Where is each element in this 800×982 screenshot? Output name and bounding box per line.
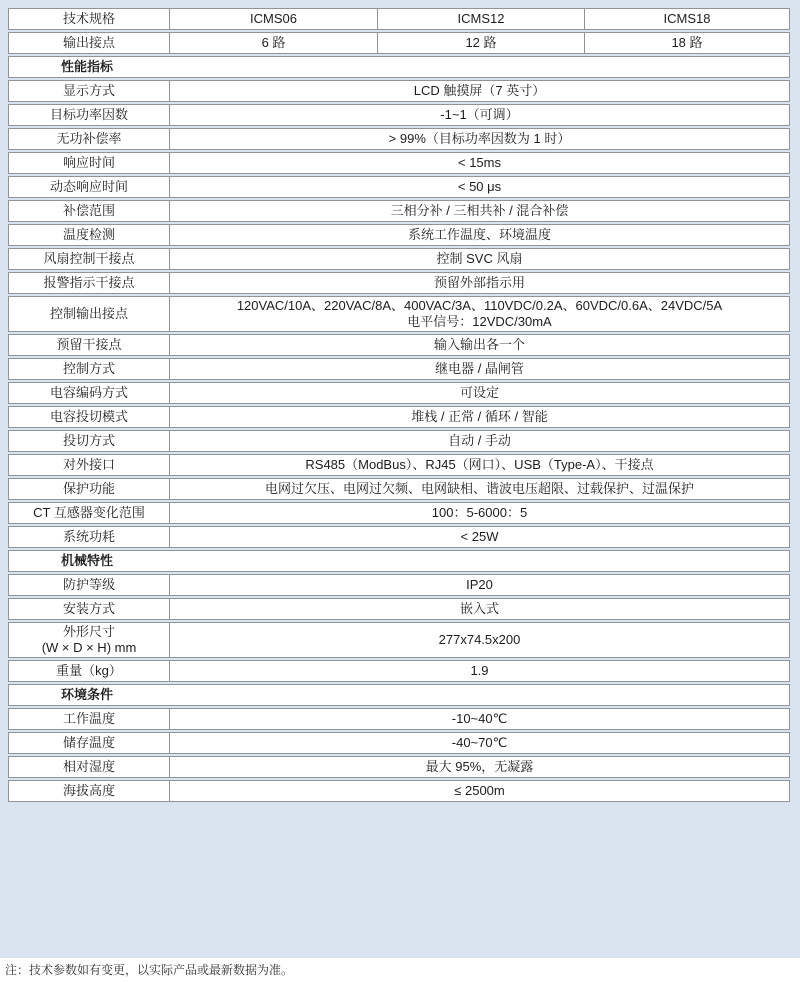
row-label: CT 互感器变化范围: [8, 502, 170, 524]
spec-row: [8, 104, 790, 126]
spec-row: [8, 382, 790, 404]
section-title: 机械特性: [8, 550, 790, 572]
spec-row: [8, 526, 790, 548]
row-label: 动态响应时间: [8, 176, 170, 198]
spec-value: 控制 SVC 风扇: [170, 248, 790, 270]
row-label: 控制方式: [8, 358, 170, 380]
footnote-strip: [0, 958, 800, 982]
spec-row: [8, 756, 790, 778]
model-value: ICMS06: [170, 8, 378, 30]
section-title: 性能指标: [8, 56, 790, 78]
footnote-text: 注：技术参数如有变更，以实际产品或最新数据为准。: [5, 963, 294, 977]
row-label: 投切方式: [8, 430, 170, 452]
spec-value: < 25W: [170, 526, 790, 548]
row-label: 控制输出接点: [8, 296, 170, 332]
spec-row: [8, 732, 790, 754]
row-label: 无功补偿率: [8, 128, 170, 150]
row-label: 技术规格: [8, 8, 170, 30]
spec-table: [8, 6, 790, 804]
spec-row: [8, 478, 790, 500]
spec-row: [8, 574, 790, 596]
spec-row: [8, 406, 790, 428]
section-row: [8, 684, 790, 706]
spec-row: [8, 152, 790, 174]
row-label: 风扇控制干接点: [8, 248, 170, 270]
row-label: 相对湿度: [8, 756, 170, 778]
spec-table-body: [8, 8, 790, 802]
section-row: [8, 550, 790, 572]
model-value: ICMS18: [585, 8, 790, 30]
row-label: 电容投切模式: [8, 406, 170, 428]
spec-value: -1~1（可调）: [170, 104, 790, 126]
spec-value: -10~40℃: [170, 708, 790, 730]
row-label: 补偿范围: [8, 200, 170, 222]
spec-value: 系统工作温度、环境温度: [170, 224, 790, 246]
spec-row: [8, 358, 790, 380]
spec-value: LCD 触摸屏（7 英寸）: [170, 80, 790, 102]
row-label: 对外接口: [8, 454, 170, 476]
spec-row: [8, 296, 790, 332]
row-label: 系统功耗: [8, 526, 170, 548]
spec-row: [8, 660, 790, 682]
row-label: 显示方式: [8, 80, 170, 102]
spec-row: [8, 430, 790, 452]
model-value: 6 路: [170, 32, 378, 54]
row-label: 目标功率因数: [8, 104, 170, 126]
spec-value: 预留外部指示用: [170, 272, 790, 294]
row-label: 储存温度: [8, 732, 170, 754]
row-label: 输出接点: [8, 32, 170, 54]
row-label: 工作温度: [8, 708, 170, 730]
row-label: 安装方式: [8, 598, 170, 620]
row-label: 重量（kg）: [8, 660, 170, 682]
spec-row: [8, 32, 790, 54]
row-label: 温度检测: [8, 224, 170, 246]
spec-row: [8, 598, 790, 620]
spec-value: 堆栈 / 正常 / 循环 / 智能: [170, 406, 790, 428]
spec-row: [8, 224, 790, 246]
spec-value: 继电器 / 晶闸管: [170, 358, 790, 380]
spec-value: 嵌入式: [170, 598, 790, 620]
model-value: 12 路: [378, 32, 585, 54]
spec-value: < 15ms: [170, 152, 790, 174]
model-value: ICMS12: [378, 8, 585, 30]
spec-row: [8, 502, 790, 524]
row-label: 响应时间: [8, 152, 170, 174]
spec-value: > 99%（目标功率因数为 1 时）: [170, 128, 790, 150]
spec-value: IP20: [170, 574, 790, 596]
spec-row: [8, 128, 790, 150]
row-label: 报警指示干接点: [8, 272, 170, 294]
spec-row: [8, 272, 790, 294]
spec-value: 120VAC/10A、220VAC/8A、400VAC/3A、110VDC/0.2A、60VDC/0.6A、24VDC/5A 电平信号：12VDC/30mA: [170, 296, 790, 332]
spec-value: 100：5-6000：5: [170, 502, 790, 524]
spec-row: [8, 8, 790, 30]
spec-row: [8, 780, 790, 802]
spec-value: 自动 / 手动: [170, 430, 790, 452]
spec-value: RS485（ModBus）、RJ45（网口）、USB（Type-A）、干接点: [170, 454, 790, 476]
spec-value: 输入输出各一个: [170, 334, 790, 356]
spec-value: 可设定: [170, 382, 790, 404]
row-label: 外形尺寸 (W × D × H) mm: [8, 622, 170, 658]
spec-value: ≤ 2500m: [170, 780, 790, 802]
spec-value: 1.9: [170, 660, 790, 682]
spec-row: [8, 80, 790, 102]
spec-value: 277x74.5x200: [170, 622, 790, 658]
spec-value: 最大 95%，无凝露: [170, 756, 790, 778]
spec-row: [8, 708, 790, 730]
spec-value: 电网过欠压、电网过欠频、电网缺相、谐波电压超限、过载保护、过温保护: [170, 478, 790, 500]
row-label: 预留干接点: [8, 334, 170, 356]
row-label: 海拔高度: [8, 780, 170, 802]
spec-row: [8, 176, 790, 198]
spec-row: [8, 454, 790, 476]
spec-value: < 50 μs: [170, 176, 790, 198]
row-label: 保护功能: [8, 478, 170, 500]
model-value: 18 路: [585, 32, 790, 54]
spec-row: [8, 248, 790, 270]
spec-row: [8, 200, 790, 222]
row-label: 防护等级: [8, 574, 170, 596]
section-row: [8, 56, 790, 78]
spec-value: -40~70℃: [170, 732, 790, 754]
spec-row: [8, 622, 790, 658]
section-title: 环境条件: [8, 684, 790, 706]
spec-value: 三相分补 / 三相共补 / 混合补偿: [170, 200, 790, 222]
spec-row: [8, 334, 790, 356]
row-label: 电容编码方式: [8, 382, 170, 404]
